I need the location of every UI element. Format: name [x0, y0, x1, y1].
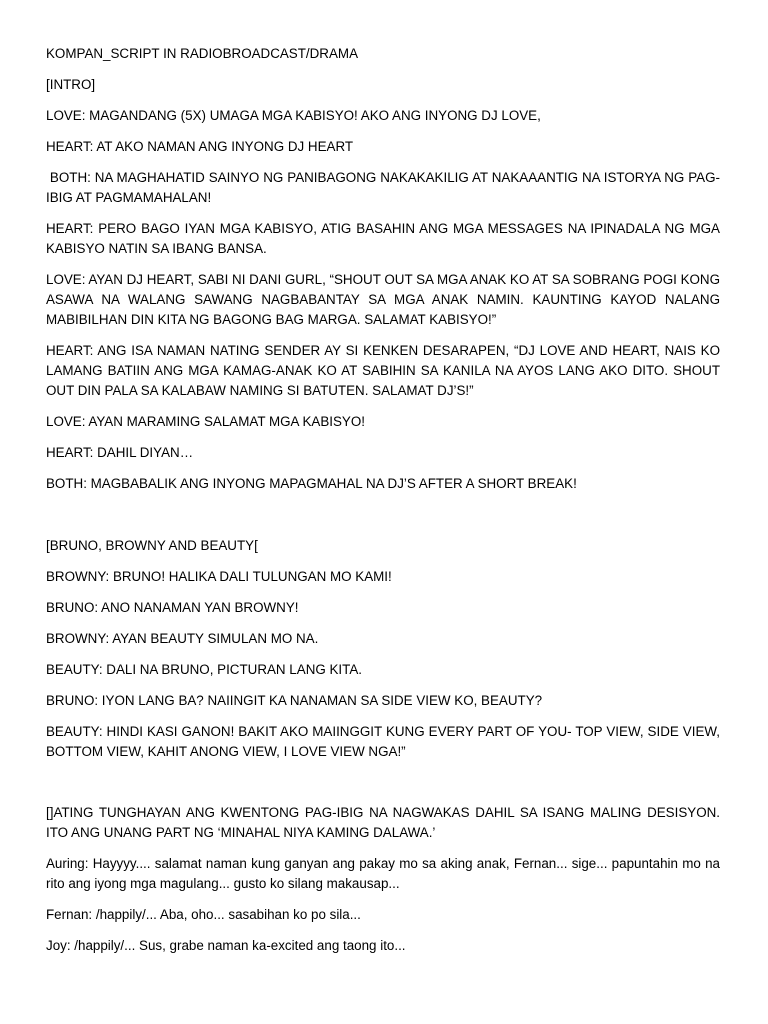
script-line: Fernan: /happily/... Aba, oho... sasabihan ko po sila...: [46, 907, 361, 922]
drama-intro: []ATING TUNGHAYAN ANG KWENTONG PAG-IBIG NA NAGWAKAS DAHIL SA ISANG MALING DESISYON. ITO ANG UNANG PART NG ‘MINAHAL NIYA KAMING DALAWA.’: [46, 805, 720, 840]
script-line: HEART: PERO BAGO IYAN MGA KABISYO, ATIG BASAHIN ANG MGA MESSAGES NA IPINADALA NG MGA KABISYO NATIN SA IBANG BANSA.: [46, 221, 720, 256]
script-line: BOTH: NA MAGHAHATID SAINYO NG PANIBAGONG NAKAKAKILIG AT NAKAAANTIG NA ISTORYA NG PAG-IBIG AT PAGMAMAHALAN!: [46, 170, 720, 205]
document-title: KOMPAN_SCRIPT IN RADIOBROADCAST/DRAMA: [46, 46, 358, 61]
document-page: [46, 44, 720, 967]
script-line: BROWNY: BRUNO! HALIKA DALI TULUNGAN MO KAMI!: [46, 569, 392, 584]
script-line: HEART: DAHIL DIYAN…: [46, 445, 194, 460]
script-line: LOVE: AYAN DJ HEART, SABI NI DANI GURL, “SHOUT OUT SA MGA ANAK KO AT SA SOBRANG POGI KONG ASAWA NA WALANG SAWANG NAGBABANTAY SA MGA ANAK NAMIN. KAUNTING KAYOD NALANG MABIBILHAN DIN KITA NG BAGONG BAG MARGA. SALAMAT KABISYO!”: [46, 272, 720, 327]
script-line: Joy: /happily/... Sus, grabe naman ka-excited ang taong ito...: [46, 938, 406, 953]
script-line: HEART: AT AKO NAMAN ANG INYONG DJ HEART: [46, 139, 354, 154]
section-label-bruno: [BRUNO, BROWNY AND BEAUTY[: [46, 538, 258, 553]
script-line: BOTH: MAGBABALIK ANG INYONG MAPAGMAHAL NA DJ’S AFTER A SHORT BREAK!: [46, 476, 577, 491]
section-spacer: [46, 773, 720, 803]
script-line: BRUNO: ANO NANAMAN YAN BROWNY!: [46, 600, 299, 615]
script-line: BEAUTY: HINDI KASI GANON! BAKIT AKO MAIINGGIT KUNG EVERY PART OF YOU- TOP VIEW, SIDE VIEW, BOTTOM VIEW, KAHIT ANONG VIEW, I LOVE VIEW NGA!”: [46, 724, 720, 759]
script-line: HEART: ANG ISA NAMAN NATING SENDER AY SI KENKEN DESARAPEN, “DJ LOVE AND HEART, NAIS KO LAMANG BATIIN ANG MGA KAMAG-ANAK KO AT SABIHIN SA KANILA NA AYOS LANG AKO DITO. SHOUT OUT DIN PALA SA KALABAW NAMING SI BATUTEN. SALAMAT DJ’S!”: [46, 343, 720, 398]
script-line: LOVE: AYAN MARAMING SALAMAT MGA KABISYO!: [46, 414, 365, 429]
section-spacer: [46, 505, 720, 536]
script-line: BEAUTY: DALI NA BRUNO, PICTURAN LANG KITA.: [46, 662, 362, 677]
script-line: LOVE: MAGANDANG (5X) UMAGA MGA KABISYO! AKO ANG INYONG DJ LOVE,: [46, 108, 541, 123]
script-line: BRUNO: IYON LANG BA? NAIINGIT KA NANAMAN SA SIDE VIEW KO, BEAUTY?: [46, 693, 543, 708]
script-line: BROWNY: AYAN BEAUTY SIMULAN MO NA.: [46, 631, 319, 646]
section-label-intro: [INTRO]: [46, 77, 96, 92]
script-line: Auring: Hayyyy.... salamat naman kung ganyan ang pakay mo sa aking anak, Fernan... sige... papuntahin mo na rito ang iyong mga magulang... gusto ko silang makausap...: [46, 856, 720, 891]
